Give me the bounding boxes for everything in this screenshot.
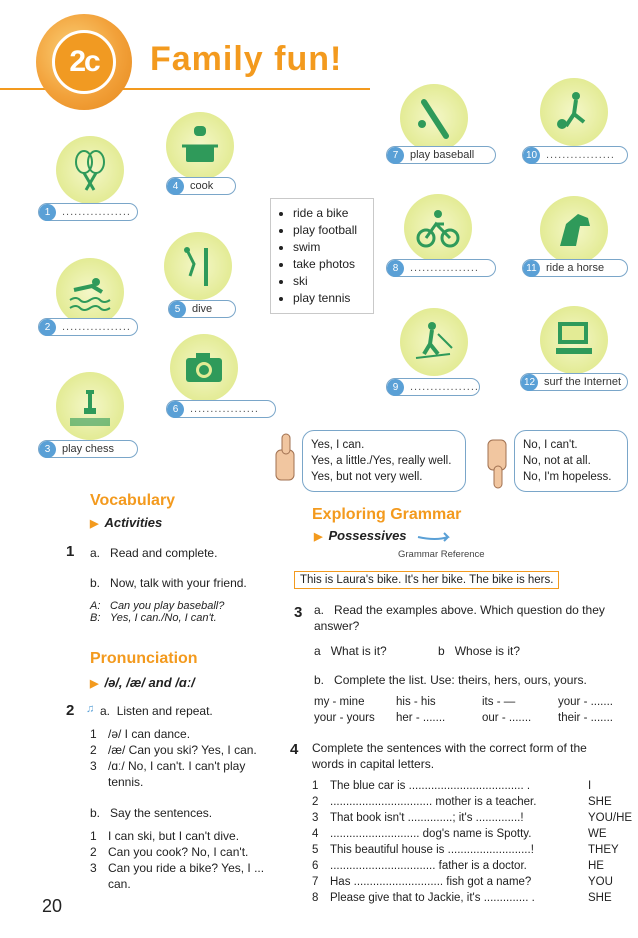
label-number: 9	[387, 379, 404, 396]
lesson-badge: 2c	[52, 30, 116, 94]
label-4[interactable]	[166, 177, 236, 195]
sentences-list	[90, 828, 270, 892]
baseball-bat-icon	[400, 84, 468, 152]
grammar-subtitle: ▶ Possessives	[314, 528, 407, 543]
item-letter: b.	[314, 673, 325, 687]
grammar-reference-link[interactable]: Grammar Reference	[398, 549, 485, 560]
label-6[interactable]	[166, 400, 276, 418]
diver-icon	[164, 232, 232, 300]
exercise-1b	[90, 575, 247, 591]
item-number: 3	[312, 812, 319, 824]
list-cell: my - mine	[314, 696, 365, 708]
thumbs-down-icon	[480, 436, 514, 494]
question-b	[438, 643, 520, 659]
cue-word: I	[588, 780, 592, 792]
exercise-2b	[90, 805, 212, 821]
question-text: What is it?	[330, 644, 387, 658]
yes-line: Yes, a little./Yes, really well.	[311, 455, 452, 467]
label-10[interactable]	[522, 146, 628, 164]
label-text: dive	[192, 303, 213, 315]
list-cell: your - yours	[314, 712, 375, 724]
swimmer-icon	[56, 258, 124, 326]
yes-bubble	[302, 430, 466, 492]
item-number: 1	[90, 829, 97, 843]
list-cell: his - his	[396, 696, 436, 708]
sentence-text: ................................. father is a doctor.	[330, 860, 527, 872]
exercise-1a	[90, 545, 217, 561]
label-text: .................	[410, 381, 479, 393]
exercise-number: 3	[294, 604, 303, 621]
list-cell: its - —	[482, 696, 516, 708]
camera-icon	[170, 334, 238, 402]
pronunciation-list	[90, 726, 270, 790]
label-11[interactable]	[522, 259, 628, 277]
skier-icon	[400, 308, 468, 376]
label-number: 3	[39, 441, 56, 458]
label-12[interactable]	[520, 373, 628, 391]
item-number: 3	[90, 861, 97, 875]
exercise-number: 4	[290, 741, 299, 758]
vocabulary-subtitle: ▶ Activities	[90, 515, 162, 530]
chess-pieces-icon	[56, 372, 124, 440]
exercise-number: 2	[66, 702, 75, 719]
sentence-text: ................................ mother is a teacher.	[330, 796, 537, 808]
label-number: 2	[39, 319, 56, 336]
item-letter: a.	[100, 704, 111, 718]
instruction: Complete the list. Use: theirs, hers, ours, yours.	[334, 673, 587, 687]
item-text: Can you ride a bike? Yes, I ... can.	[108, 861, 265, 891]
label-number: 11	[523, 260, 540, 277]
label-number: 1	[39, 204, 56, 221]
cue-word: SHE	[588, 892, 612, 904]
item-letter: b	[438, 644, 445, 658]
pronunciation-subtitle: ▶ /ə/, /æ/ and /ɑː/	[90, 675, 195, 690]
label-text: .................	[190, 403, 259, 415]
label-text: play chess	[62, 443, 114, 455]
item-number: 2	[90, 743, 97, 757]
activity-item: • ride a bike	[293, 205, 369, 222]
football-player-icon	[540, 78, 608, 146]
thumbs-up-icon	[270, 430, 300, 488]
question-text: Whose is it?	[454, 644, 521, 658]
item-number: 4	[312, 828, 319, 840]
label-text: .................	[62, 206, 131, 218]
sentence-row	[312, 778, 638, 794]
computer-icon	[540, 306, 608, 374]
cue-word: YOU/HE	[588, 812, 633, 824]
label-text: surf the Internet	[544, 376, 622, 388]
no-line: No, I'm hopeless.	[523, 471, 612, 483]
instruction: Listen and repeat.	[116, 704, 213, 718]
label-number: 5	[169, 301, 186, 318]
exercise-4-sentences	[312, 778, 638, 906]
exercise-4-instruction: Complete the sentences with the correct form of the words in capital letters.	[312, 741, 587, 771]
cue-word: THEY	[588, 844, 619, 856]
list-cell: our - .......	[482, 712, 532, 724]
list-cell: your - .......	[558, 696, 613, 708]
item-number: 6	[312, 860, 319, 872]
yes-line: Yes, but not very well.	[311, 471, 423, 483]
sentence-text: Please give that to Jackie, it's .............. .	[330, 892, 535, 904]
item-number: 1	[312, 780, 319, 792]
question-a	[314, 643, 387, 659]
sentence-row	[312, 794, 638, 810]
label-number: 10	[523, 147, 540, 164]
label-text: play baseball	[410, 149, 475, 161]
activity-item: • play tennis	[293, 290, 369, 307]
item-number: 8	[312, 892, 319, 904]
grammar-title: Exploring Grammar	[312, 506, 462, 523]
dialog	[90, 600, 270, 624]
sentence-row	[312, 858, 638, 874]
label-7[interactable]	[386, 146, 496, 164]
cue-word: YOU	[588, 876, 613, 888]
exercise-3b	[314, 672, 587, 688]
exercise-2a	[100, 703, 213, 719]
sentence-row	[312, 810, 638, 826]
speaker: A:	[90, 600, 101, 612]
activity-item: • ski	[293, 273, 369, 290]
tennis-rackets-icon	[56, 136, 124, 204]
item-letter: a	[314, 644, 321, 658]
instruction: Read the examples above. Which question do they answer?	[314, 603, 605, 633]
item-number: 1	[90, 727, 97, 741]
activities-box	[270, 198, 374, 314]
label-number: 8	[387, 260, 404, 277]
label-3[interactable]	[38, 440, 138, 458]
item-number: 5	[312, 844, 319, 856]
label-5[interactable]	[168, 300, 236, 318]
label-9[interactable]	[386, 378, 480, 396]
sentence-text: ............................ dog's name is Spotty.	[330, 828, 532, 840]
sentence-text: The blue car is .................................... .	[330, 780, 531, 792]
speaker: B:	[90, 612, 101, 624]
grammar-example: This is Laura's bike. It's her bike. The bike is hers.	[294, 571, 559, 589]
instruction: Now, talk with your friend.	[110, 576, 247, 590]
item-text: I can ski, but I can't dive.	[108, 829, 240, 843]
label-2[interactable]	[38, 318, 138, 336]
list-cell: her - .......	[396, 712, 446, 724]
label-text: cook	[190, 180, 214, 192]
activity-item: • swim	[293, 239, 369, 256]
item-letter: a.	[314, 603, 325, 617]
item-number: 2	[90, 845, 97, 859]
no-bubble	[514, 430, 628, 492]
item-text: Can you cook? No, I can't.	[108, 845, 249, 859]
no-line: No, not at all.	[523, 455, 591, 467]
item-letter: b.	[90, 806, 101, 820]
sentence-text: This beautiful house is ..........................!	[330, 844, 534, 856]
dialog-line: Can you play baseball?	[110, 600, 225, 612]
label-number: 6	[167, 401, 184, 418]
page-number: 20	[42, 896, 63, 916]
item-letter: a.	[90, 546, 101, 560]
item-number: 3	[90, 759, 97, 773]
item-number: 2	[312, 796, 319, 808]
arrow-icon	[416, 529, 456, 539]
item-text: /æ/ Can you ski? Yes, I can.	[108, 743, 257, 757]
cue-word: WE	[588, 828, 607, 840]
item-text: /ə/ I can dance.	[108, 727, 191, 741]
sentence-row	[312, 842, 638, 858]
no-line: No, I can't.	[523, 439, 578, 451]
item-text: /ɑː/ No, I can't. I can't play tennis.	[108, 759, 246, 789]
cue-word: HE	[588, 860, 604, 872]
label-text: .................	[546, 149, 615, 161]
item-number: 7	[312, 876, 319, 888]
cyclist-icon	[404, 194, 472, 262]
horse-icon	[540, 196, 608, 264]
chef-pot-icon	[166, 112, 234, 180]
label-number: 12	[521, 374, 538, 391]
instruction: Say the sentences.	[110, 806, 213, 820]
exercise-3a	[314, 602, 624, 634]
sentence-text: That book isn't ..............; it's ..............!	[330, 812, 524, 824]
label-text: ride a horse	[546, 262, 605, 274]
activity-item: • take photos	[293, 256, 369, 273]
sentence-text: Has ............................ fish got a name?	[330, 876, 532, 888]
pronunciation-title: Pronunciation	[90, 650, 198, 667]
sentence-row	[312, 826, 638, 842]
sentence-row	[312, 890, 638, 906]
label-8[interactable]	[386, 259, 496, 277]
instruction: Read and complete.	[110, 546, 218, 560]
list-cell: their - .......	[558, 712, 613, 724]
label-1[interactable]	[38, 203, 138, 221]
yes-line: Yes, I can.	[311, 439, 365, 451]
dialog-line: Yes, I can./No, I can't.	[110, 612, 217, 624]
sentence-row	[312, 874, 638, 890]
audio-icon[interactable]: ♫	[86, 703, 95, 715]
label-number: 4	[167, 178, 184, 195]
activity-item: • play football	[293, 222, 369, 239]
label-text: .................	[62, 321, 131, 333]
vocabulary-title: Vocabulary	[90, 492, 176, 509]
cue-word: SHE	[588, 796, 612, 808]
exercise-number: 1	[66, 543, 75, 560]
label-number: 7	[387, 147, 404, 164]
page-title: Family fun!	[150, 40, 343, 78]
possessives-list	[314, 694, 628, 726]
item-letter: b.	[90, 576, 101, 590]
label-text: .................	[410, 262, 479, 274]
